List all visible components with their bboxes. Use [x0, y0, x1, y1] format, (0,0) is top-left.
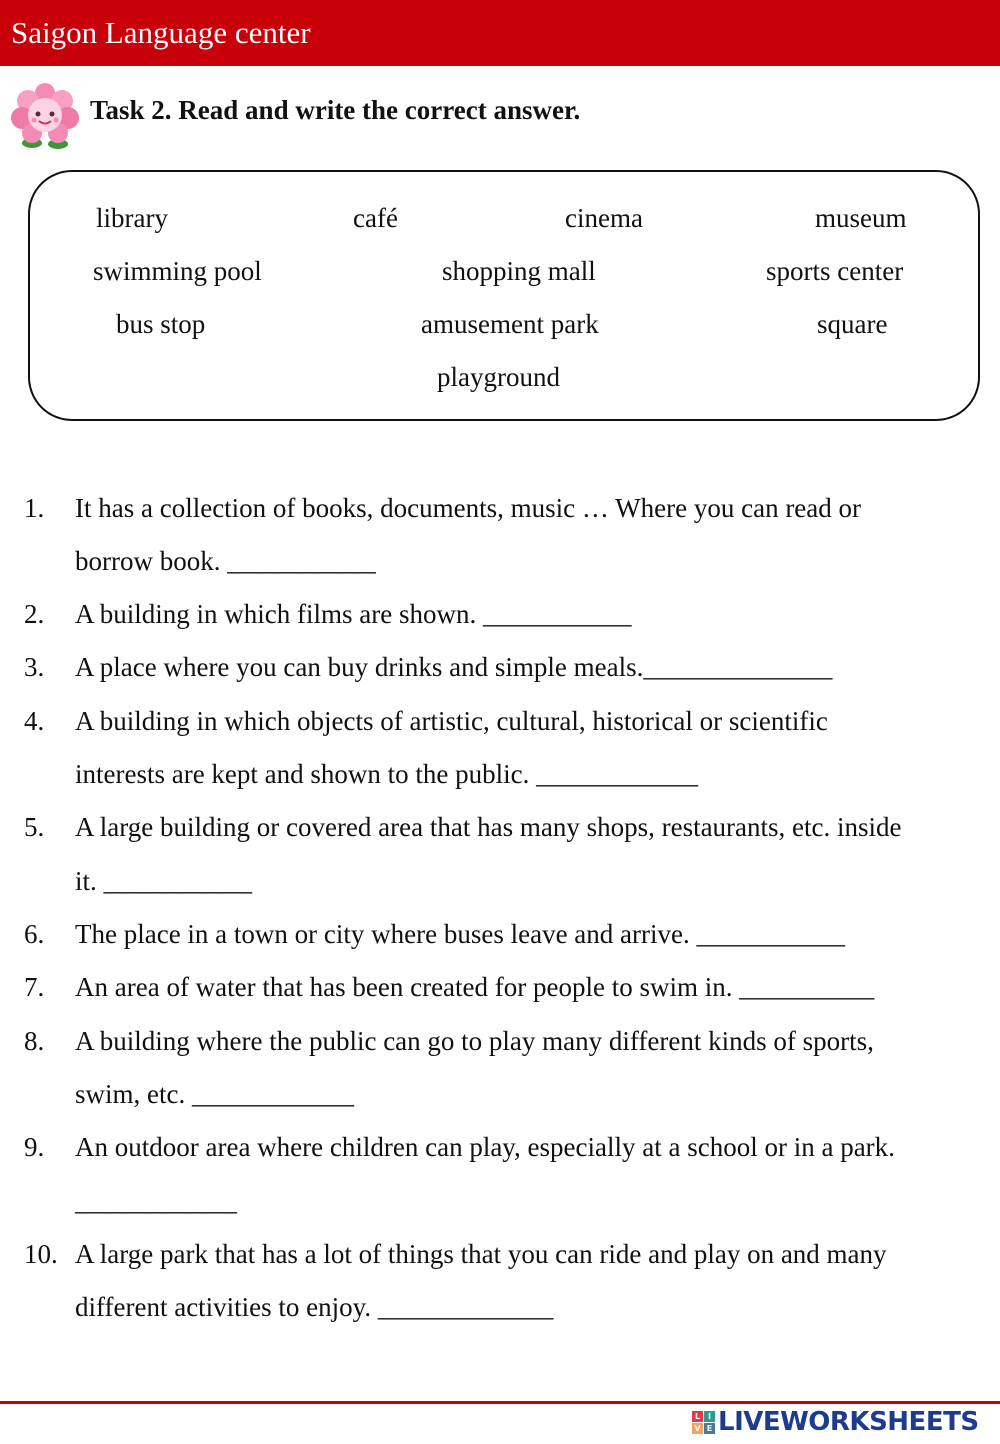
- question-text: It has a collection of books, documents, music … Where you can read or: [75, 493, 862, 523]
- question-text: A building where the public can go to play many different kinds of sports,: [75, 1026, 874, 1056]
- header-bar: [0, 0, 1000, 66]
- question-text-answer-line[interactable]: An area of water that has been created for people to swim in. __________: [75, 972, 875, 1002]
- question-text-answer-line[interactable]: A place where you can buy drinks and simple meals.______________: [75, 652, 833, 682]
- question-number: 4.: [24, 706, 45, 736]
- question-text-answer-line[interactable]: interests are kept and shown to the public. ____________: [75, 759, 699, 789]
- word-bank-item: swimming pool: [93, 256, 262, 286]
- word-bank-item: sports center: [766, 256, 904, 286]
- question-number: 3.: [24, 652, 45, 682]
- question-text-answer-line[interactable]: swim, etc. ____________: [75, 1079, 354, 1109]
- school-name: Saigon Language center: [11, 15, 311, 50]
- logo-squares-icon: [692, 1411, 715, 1434]
- logo-square: L: [692, 1411, 703, 1422]
- logo-square: I: [704, 1411, 715, 1422]
- question-text-answer-line[interactable]: borrow book. ___________: [75, 546, 376, 576]
- footer-divider: [0, 1401, 1000, 1404]
- question-answer-line[interactable]: ____________: [75, 1186, 237, 1216]
- word-bank-item: shopping mall: [442, 256, 596, 286]
- question-number: 7.: [24, 972, 45, 1002]
- flower-mascot-icon: [10, 83, 80, 151]
- word-bank-item: library: [96, 203, 168, 233]
- word-bank-item: museum: [815, 203, 907, 233]
- word-bank-item: café: [353, 203, 398, 233]
- question-number: 9.: [24, 1132, 45, 1162]
- question-text: A large park that has a lot of things that you can ride and play on and many: [75, 1239, 887, 1269]
- question-number: 2.: [24, 599, 45, 629]
- word-bank-item: playground: [437, 362, 560, 392]
- logo-text: LIVEWORKSHEETS: [718, 1407, 979, 1437]
- question-text: A building in which objects of artistic, cultural, historical or scientific: [75, 706, 828, 736]
- word-bank-item: square: [817, 309, 888, 339]
- question-number: 1.: [24, 493, 45, 523]
- question-text-answer-line[interactable]: A building in which films are shown. ___________: [75, 599, 632, 629]
- question-text-answer-line[interactable]: it. ___________: [75, 866, 253, 896]
- word-bank-item: bus stop: [116, 309, 206, 339]
- logo-square: V: [692, 1423, 703, 1434]
- word-bank-item: cinema: [565, 203, 643, 233]
- question-text-answer-line[interactable]: The place in a town or city where buses leave and arrive. ___________: [75, 919, 845, 949]
- question-text: A large building or covered area that has many shops, restaurants, etc. inside: [75, 812, 902, 842]
- liveworksheets-logo[interactable]: [692, 1406, 979, 1438]
- word-bank-item: amusement park: [421, 309, 599, 339]
- question-number: 10.: [24, 1239, 58, 1269]
- logo-square: E: [704, 1423, 715, 1434]
- question-number: 6.: [24, 919, 45, 949]
- question-number: 5.: [24, 812, 45, 842]
- question-text: An outdoor area where children can play, especially at a school or in a park.: [75, 1132, 895, 1162]
- task-title: Task 2. Read and write the correct answer.: [90, 95, 581, 125]
- question-text-answer-line[interactable]: different activities to enjoy. _____________: [75, 1292, 554, 1322]
- question-number: 8.: [24, 1026, 45, 1056]
